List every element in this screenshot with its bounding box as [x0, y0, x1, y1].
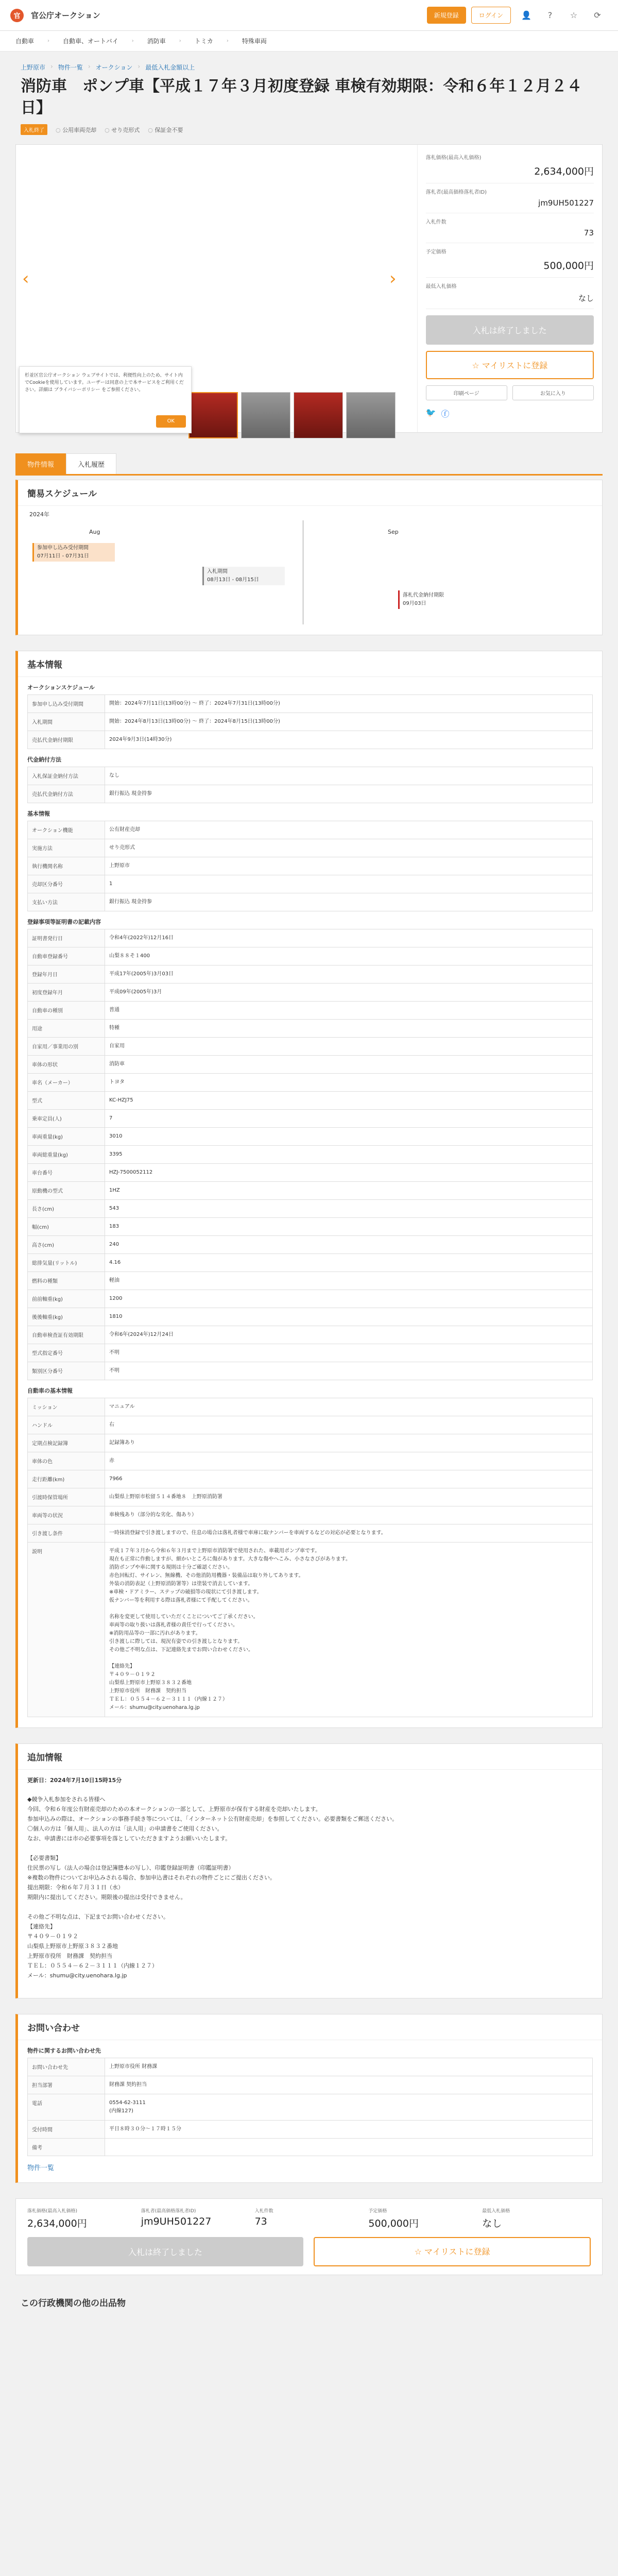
bottom-stat: [482, 2207, 591, 2230]
summary-label: 入札件数: [425, 219, 447, 225]
info-row: [28, 1146, 593, 1164]
info-row: [28, 695, 593, 713]
category-link[interactable]: 消防車: [147, 38, 166, 45]
info-row: [28, 965, 593, 984]
info-row: [28, 1020, 593, 1038]
extra-body: ◆競争入札参加をされる皆様へ 今回、令和６年度公有財産売却のための本オークションの一部として、上野原市が保有する財産を売却いたします。 参加申込みの際は、オークションの事務手続き等については、「インターネット公有財産売却」を参照してください。必要書類をご郵送ください。 〇個人の方は「個人用」、法人の方は「法人用」の申請書をご使用ください。 なお、申請書には市の必要事項を落としていただきますようお願いいたします。 【必要書類】 住民票の写し（法人の場合は登記簿謄本の写し）、印鑑登録証明書（印鑑証明書） ※複数の物件についてお申込みされる場合、参加申込書はそれぞれの物件ごとにご提出ください。 提出期限：令和６年７月３１日（水） 期限内に提出してください。期限後の提出は受付できません。 その他ご不明な点は、下記までお問い合わせください。 【連絡先】 〒４０９－０１９２ 山梨県上野原市上野原３８３２番地 上野原市役所 財務課 契約担当 ＴＥＬ：０５５４－６２－３１１１（内線１２７） メール：shumu@city.uenohara.lg.jp: [27, 1796, 398, 1979]
gantt-bar: [202, 567, 285, 585]
question-icon[interactable]: ?: [547, 10, 553, 20]
info-key: 車名（メーカー）: [28, 1074, 105, 1092]
contact-value: 0554-62-3111 (内線127): [105, 2094, 593, 2121]
info-row: [28, 1200, 593, 1218]
cookie-text: 杉並区官公庁オークション ウェブサイトでは、利便性向上のため、サイト内でCookieを使用しています。ユーザーは同意の上で本サービスをご利用ください。詳細は プライバシーポリシー をご参照ください。: [25, 373, 184, 393]
contact-row: [28, 2058, 593, 2076]
info-row: [28, 1056, 593, 1074]
summary-row: [426, 149, 594, 183]
group-heading: 代金納付方法: [27, 756, 61, 763]
summary-label: 落札価格(最高入札価格): [425, 155, 482, 161]
breadcrumb: [15, 52, 603, 76]
info-row: [28, 713, 593, 731]
contact-key: 受付時間: [28, 2121, 105, 2139]
info-key: 入札保証金納付方法: [28, 767, 105, 785]
info-row: [28, 1506, 593, 1524]
star-icon[interactable]: ☆: [570, 10, 578, 20]
summary-row: [426, 183, 594, 213]
info-table: [27, 767, 593, 803]
info-key: 前前軸重(kg): [28, 1290, 105, 1308]
thumbnail[interactable]: [346, 392, 396, 438]
info-row: [28, 1434, 593, 1452]
info-key: 定期点検記録簿: [28, 1434, 105, 1452]
bid-summary: [417, 145, 602, 432]
info-key: 型式指定番号: [28, 1344, 105, 1362]
info-key: オークション機能: [28, 821, 105, 839]
site-header: [0, 0, 618, 31]
info-value: 543: [105, 1200, 593, 1218]
contact-section: [15, 2014, 603, 2183]
bottom-stat-value: 500,000円: [368, 2218, 419, 2229]
chevron-right-icon: ›: [131, 38, 134, 44]
bottom-stat-value: なし: [482, 2218, 502, 2229]
gantt-bar-label: 入札期間: [207, 569, 228, 574]
summary-label: 最低入札価格: [425, 284, 457, 290]
breadcrumb-link[interactable]: 最低入札金額以上: [145, 64, 195, 71]
summary-value: 2,634,000円: [534, 166, 594, 177]
status-badge: 入札終了: [21, 124, 47, 135]
info-row: [28, 1092, 593, 1110]
contact-value: [105, 2139, 593, 2156]
item-panel: [15, 144, 603, 433]
bottom-stat-label: 落札価格(最高入札価格): [27, 2209, 78, 2214]
info-key: 参加申し込み受付期間: [28, 695, 105, 713]
twitter-icon[interactable]: 🐦: [425, 408, 436, 417]
bottom-stat-value: 2,634,000円: [27, 2218, 87, 2229]
info-key: 引き渡し条件: [28, 1524, 105, 1543]
info-key: 型式: [28, 1092, 105, 1110]
info-value: 2024年9月3日(14時30分): [105, 731, 593, 749]
contact-heading: 物件に関するお問い合わせ先: [27, 2047, 101, 2054]
info-row: [28, 821, 593, 839]
info-key: 自動車検査証有効期限: [28, 1326, 105, 1344]
tab-item-info[interactable]: 物件情報: [15, 453, 66, 474]
info-row: [28, 1488, 593, 1506]
info-row: [28, 839, 593, 857]
thumbnail[interactable]: [241, 392, 290, 438]
add-mylist-button[interactable]: ☆ マイリストに登録: [426, 351, 594, 379]
group-heading: 基本情報: [27, 810, 50, 817]
contact-row: [28, 2094, 593, 2121]
summary-value: 73: [583, 228, 594, 238]
section-title: 基本情報: [18, 651, 602, 677]
mylist-label: マイリストに登録: [482, 361, 548, 370]
tag-item: ○ 公用車両売却: [56, 126, 96, 134]
info-key: 車両等の状況: [28, 1506, 105, 1524]
section-title: 追加情報: [18, 1744, 602, 1770]
info-row: [28, 1128, 593, 1146]
info-row: [28, 1344, 593, 1362]
chevron-right-icon: ›: [47, 38, 50, 44]
breadcrumb-link[interactable]: 上野原市: [21, 64, 46, 71]
info-value: 平成09年(2005年)3月: [105, 984, 593, 1002]
info-table: [27, 821, 593, 911]
bottom-stat-label: 最低入札価格: [482, 2209, 510, 2214]
mylist-label: マイリストに登録: [424, 2247, 490, 2257]
prev-arrow-icon[interactable]: ‹: [22, 268, 29, 289]
page-title: 消防車 ポンプ車【平成１７年３月初度登録 車検有効期限：令和６年１２月２４日】: [21, 77, 582, 117]
info-key: 幅(cm): [28, 1218, 105, 1236]
tag-item: ○ 保証金不要: [148, 126, 183, 134]
image-gallery: [16, 145, 417, 432]
contact-row: [28, 2139, 593, 2156]
basic-info-section: [15, 651, 603, 1728]
info-value: 銀行振込 現金持参: [105, 893, 593, 911]
tab-bid-history[interactable]: 入札履歴: [66, 453, 116, 474]
info-key: 実施方法: [28, 839, 105, 857]
info-key: 高さ(cm): [28, 1236, 105, 1254]
info-row: [28, 1182, 593, 1200]
history-icon[interactable]: ⟳: [594, 10, 601, 20]
summary-row: [426, 278, 594, 309]
info-key: ハンドル: [28, 1416, 105, 1434]
category-link[interactable]: 自動車、オートバイ: [63, 38, 118, 45]
info-key: 後後軸重(kg): [28, 1308, 105, 1326]
info-table: [27, 929, 593, 1380]
contact-key: 電話: [28, 2094, 105, 2121]
section-title: お問い合わせ: [18, 2014, 602, 2040]
info-value: 記録簿あり: [105, 1434, 593, 1452]
info-row: [28, 984, 593, 1002]
contact-key: 備考: [28, 2139, 105, 2156]
contact-key: 担当部署: [28, 2076, 105, 2094]
info-key: 説明: [28, 1543, 105, 1717]
info-row: [28, 767, 593, 785]
tag-item: ○ せり売形式: [105, 126, 140, 134]
cookie-ok-button[interactable]: OK: [156, 415, 186, 428]
gantt-bar-dates: 09月03日: [403, 601, 426, 606]
item-list-link[interactable]: 物件一覧: [27, 2164, 55, 2172]
gantt-month: Sep: [388, 529, 399, 535]
info-value: 山梨県上野原市松留５１４番地８ 上野原消防署: [105, 1488, 593, 1506]
other-items-title: この行政機関の他の出品物: [21, 2298, 126, 2309]
info-value: 特種: [105, 1020, 593, 1038]
gantt-bar-dates: 08月13日 - 08月15日: [207, 577, 259, 583]
summary-value: jm9UH501227: [538, 198, 594, 208]
info-value: 1: [105, 875, 593, 893]
info-row: [28, 1398, 593, 1416]
info-row: [28, 1362, 593, 1380]
info-value: 銀行振込 現金持参: [105, 785, 593, 803]
info-key: 売払代金納付方法: [28, 785, 105, 803]
bottom-stat-label: 落札者(最高価格落札者ID): [141, 2209, 196, 2214]
contact-value: 財務課 契約担当: [105, 2076, 593, 2094]
info-row: [28, 785, 593, 803]
gantt-bar: [32, 543, 115, 562]
contact-value: 平日８時３０分～１７時１５分: [105, 2121, 593, 2139]
info-table: [27, 1398, 593, 1717]
info-row: [28, 1002, 593, 1020]
info-key: 総排気量(リットル): [28, 1254, 105, 1272]
tag-row: [15, 119, 603, 140]
gantt-year: 2024年: [29, 511, 49, 518]
info-value: 令和4年(2022年)12月16日: [105, 929, 593, 947]
info-row: [28, 1416, 593, 1434]
info-row: [28, 1218, 593, 1236]
info-row: [28, 731, 593, 749]
breadcrumb-link[interactable]: オークション: [95, 64, 133, 71]
info-value: 183: [105, 1218, 593, 1236]
thumbnail-strip: [188, 392, 396, 438]
bottom-stat-label: 入札件数: [254, 2209, 273, 2214]
info-value: 令和6年(2024年)12月24日: [105, 1326, 593, 1344]
print-button[interactable]: 印刷ページ: [426, 385, 507, 400]
summary-value: なし: [578, 294, 594, 303]
info-value: 不明: [105, 1344, 593, 1362]
info-key: 初度登録年月: [28, 984, 105, 1002]
category-link[interactable]: 特殊車両: [242, 38, 267, 45]
info-row: [28, 893, 593, 911]
info-value: 自家用: [105, 1038, 593, 1056]
info-value: 不明: [105, 1362, 593, 1380]
info-value: 平成17年(2005年)3月03日: [105, 965, 593, 984]
info-value: マニュアル: [105, 1398, 593, 1416]
register-button[interactable]: 新規登録: [427, 7, 466, 24]
gantt-chart: [27, 506, 593, 624]
bottom-stat: [368, 2207, 477, 2230]
info-row: [28, 1326, 593, 1344]
info-key: 燃料の種類: [28, 1272, 105, 1290]
summary-value: 500,000円: [543, 260, 594, 272]
info-value: せり売形式: [105, 839, 593, 857]
info-key: 自動車登録番号: [28, 947, 105, 965]
info-key: 原動機の型式: [28, 1182, 105, 1200]
bottom-stat-label: 予定価格: [368, 2209, 387, 2214]
info-value: トヨタ: [105, 1074, 593, 1092]
cookie-banner: [19, 366, 192, 433]
thumbnail[interactable]: [294, 392, 343, 438]
breadcrumb-link[interactable]: 物件一覧: [58, 64, 83, 71]
info-key: 支払い方法: [28, 893, 105, 911]
category-link[interactable]: 自動車: [15, 38, 35, 45]
group-heading: オークションスケジュール: [27, 684, 95, 691]
info-value: 7: [105, 1110, 593, 1128]
update-date: 更新日：2024年7月10日15時15分: [27, 1777, 122, 1784]
contact-row: [28, 2076, 593, 2094]
info-row: [28, 929, 593, 947]
info-key: 長さ(cm): [28, 1200, 105, 1218]
gantt-bar: [398, 590, 470, 609]
info-value: 7966: [105, 1470, 593, 1488]
info-value: 軽油: [105, 1272, 593, 1290]
gantt-bar-dates: 07月11日 - 07月31日: [37, 553, 89, 559]
contact-row: [28, 2121, 593, 2139]
info-key: 売却区分番号: [28, 875, 105, 893]
main-image[interactable]: [52, 152, 371, 371]
info-value: 開始：2024年8月13日(13時00分) ～ 終了：2024年8月15日(13時00分): [105, 713, 593, 731]
group-heading: 登録事項等証明書の記載内容: [27, 919, 101, 925]
info-row: [28, 1110, 593, 1128]
info-key: 登録年月日: [28, 965, 105, 984]
bottom-stat-value: jm9UH501227: [141, 2216, 212, 2227]
summary-row: [426, 243, 594, 278]
info-value: 普通: [105, 1002, 593, 1020]
info-value: 山梨８８そ１400: [105, 947, 593, 965]
info-row: [28, 1236, 593, 1254]
info-value: 赤: [105, 1452, 593, 1470]
info-key: 引渡時保管場所: [28, 1488, 105, 1506]
info-key: ミッション: [28, 1398, 105, 1416]
bottom-stat-value: 73: [254, 2216, 267, 2227]
info-value: 右: [105, 1416, 593, 1434]
info-value: 消防車: [105, 1056, 593, 1074]
info-value: 3395: [105, 1146, 593, 1164]
info-value: 平成１７年３月から令和６年３月まで上野原市消防署で使用された、車載用ポンプ車です。 現在も正常に作動しますが、細かいところに傷があります。大きな傷やへこみ、小さなさびがあります。 消防ポンプや車に関する規則は十分ご確認ください。 赤色回転灯、サイレン、無線機、その他消防用機器・装備品は取り外してあります。 外装の消防表記（上野原消防署等）は塗装で消去しています。 ※車検・ドアミラー、ステップの破損等の現状にて引き渡します。 仮ナンバー等を利用する際は落札者様にて手配してください。 名称を変更して使用していただくことについてご了承ください。 車両等の取り扱いは落札者様の責任で行ってください。 ※消防用品等の一部に汚れがあります。 引き渡しに際しては、現況有姿での引き渡しとなります。 その他ご不明な点は、下記連絡先までお問い合わせください。 【連絡先】 〒４０９－０１９２ 山梨県上野原市上野原３８３２番地 上野原市役所 財務課 契約担当 ＴＥＬ：０５５４－６２－３１１１（内線１２７） メール：shumu@city.uenohara.lg.jp: [105, 1543, 593, 1717]
chevron-right-icon: ›: [179, 38, 181, 44]
gantt-bar-label: 参加申し込み受付期間: [37, 545, 89, 551]
section-title: 簡易スケジュール: [18, 480, 602, 506]
info-key: 車台番号: [28, 1164, 105, 1182]
info-key: 自動車の種別: [28, 1002, 105, 1020]
info-row: [28, 1038, 593, 1056]
info-row: [28, 947, 593, 965]
bottom-stat: [255, 2207, 364, 2230]
info-key: 執行機関名称: [28, 857, 105, 875]
info-row: [28, 1074, 593, 1092]
category-nav: [0, 31, 618, 52]
info-value: 1810: [105, 1308, 593, 1326]
info-value: 1HZ: [105, 1182, 593, 1200]
info-value: 4.16: [105, 1254, 593, 1272]
info-value: 公有財産売却: [105, 821, 593, 839]
favorite-button[interactable]: お気に入り: [512, 385, 594, 400]
tab-bar: [15, 453, 603, 476]
info-value: 一時抹消登録で引き渡しますので、住息の場合は落札者様で車庫に取ナンバーを車両するなどの対応が必要となります。: [105, 1524, 593, 1543]
info-key: 車両重量(kg): [28, 1128, 105, 1146]
info-value: 240: [105, 1236, 593, 1254]
summary-label: 落札者(最高価格落札者ID): [425, 190, 487, 195]
info-value: 1200: [105, 1290, 593, 1308]
info-row: [28, 1470, 593, 1488]
summary-row: [426, 213, 594, 243]
info-value: HZJ-7500052112: [105, 1164, 593, 1182]
bid-closed-button: 入札は終了しました: [426, 315, 594, 345]
info-key: 車体の形状: [28, 1056, 105, 1074]
info-value: 開始：2024年7月11日(13時00分) ～ 終了：2024年7月31日(13時00分): [105, 695, 593, 713]
category-link[interactable]: トミカ: [194, 38, 213, 45]
breadcrumb-separator: ›: [88, 63, 91, 70]
site-logo[interactable]: 官公庁オークション: [31, 11, 100, 20]
info-key: 車体の色: [28, 1452, 105, 1470]
info-key: 車両総重量(kg): [28, 1146, 105, 1164]
facebook-icon[interactable]: ⓕ: [441, 409, 450, 419]
info-key: 自家用／事業用の別: [28, 1038, 105, 1056]
next-arrow-icon[interactable]: ›: [389, 268, 397, 289]
bottom-bid-bar: [15, 2198, 603, 2275]
info-value: 3010: [105, 1128, 593, 1146]
info-key: 類別区分番号: [28, 1362, 105, 1380]
breadcrumb-separator: ›: [138, 63, 141, 70]
thumbnail[interactable]: [188, 392, 238, 438]
info-key: 入札期間: [28, 713, 105, 731]
schedule-section: [15, 480, 603, 635]
info-row: [28, 1272, 593, 1290]
info-key: 用途: [28, 1020, 105, 1038]
info-row: [28, 857, 593, 875]
chevron-right-icon: ›: [226, 38, 229, 44]
info-row: [28, 1290, 593, 1308]
gantt-month: Aug: [89, 529, 100, 535]
info-value: 車検残あり（部分的な劣化、傷あり）: [105, 1506, 593, 1524]
info-value: 上野原市: [105, 857, 593, 875]
bid-closed-button: 入札は終了しました: [27, 2237, 303, 2266]
login-button[interactable]: ログイン: [471, 7, 511, 24]
bottom-stat: [27, 2207, 136, 2230]
info-table: [27, 694, 593, 749]
summary-label: 予定価格: [425, 249, 447, 255]
bottom-stat: [141, 2207, 250, 2230]
add-mylist-button[interactable]: ☆ マイリストに登録: [314, 2237, 591, 2266]
contact-value: 上野原市役所 財務課: [105, 2058, 593, 2076]
extra-info-section: [15, 1743, 603, 1998]
contact-key: お問い合わせ先: [28, 2058, 105, 2076]
breadcrumb-separator: ›: [50, 63, 53, 70]
info-row: [28, 1452, 593, 1470]
info-row: [28, 1524, 593, 1543]
info-key: 走行距離(km): [28, 1470, 105, 1488]
info-row: [28, 875, 593, 893]
info-row: [28, 1308, 593, 1326]
info-key: 乗車定員(人): [28, 1110, 105, 1128]
info-value: KC-HZJ75: [105, 1092, 593, 1110]
group-heading: 自動車の基本情報: [27, 1387, 73, 1394]
info-key: 売払代金納付期限: [28, 731, 105, 749]
info-row: [28, 1543, 593, 1717]
info-value: なし: [105, 767, 593, 785]
gantt-bar-label: 落札代金納付期限: [403, 592, 444, 598]
info-key: 証明書発行日: [28, 929, 105, 947]
info-row: [28, 1254, 593, 1272]
info-row: [28, 1164, 593, 1182]
person-icon[interactable]: 👤: [521, 10, 531, 20]
logo-icon[interactable]: 官: [10, 9, 24, 22]
